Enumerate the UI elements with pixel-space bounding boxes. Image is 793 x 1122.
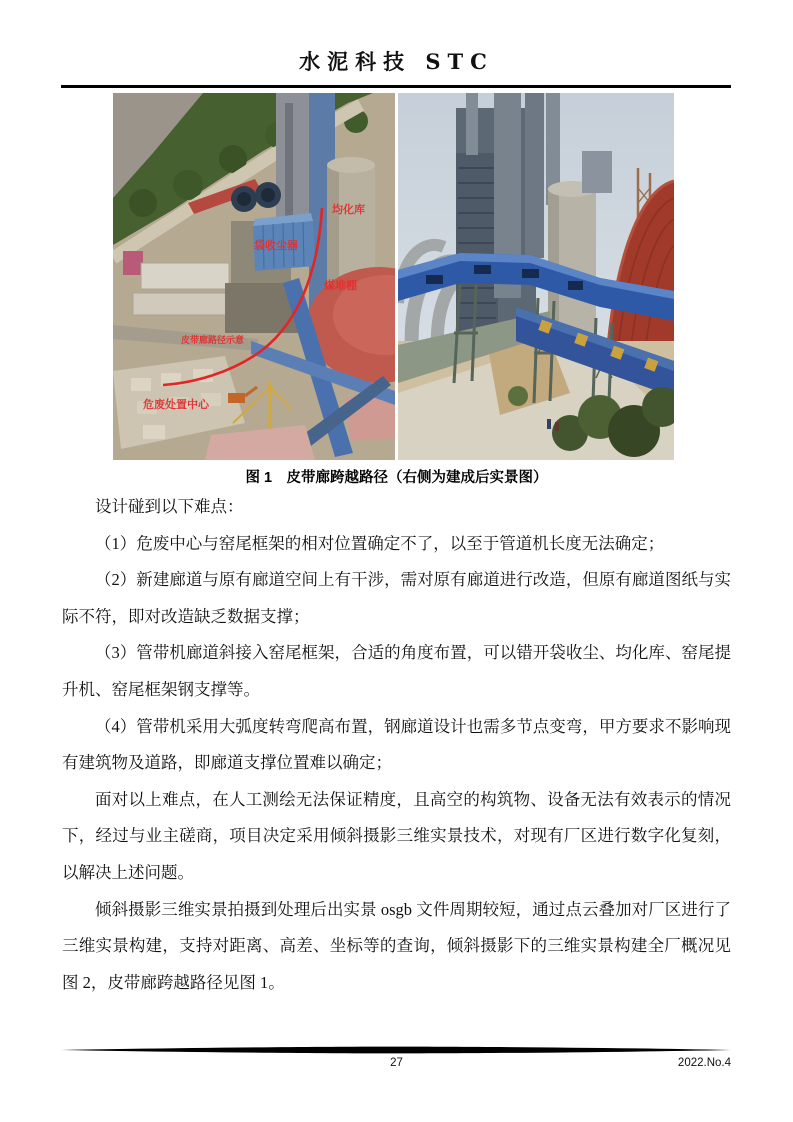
article-body: [62, 489, 731, 1001]
paragraph-item-1: （1）危废中心与窑尾框架的相对位置确定不了，以至于管道机长度无法确定；: [95, 533, 665, 553]
figure-1: [113, 93, 674, 460]
paragraph-item-4: （4）管带机采用大弧度转弯爬高布置，钢廊道设计也需多节点变弯，甲方要求不影响现有建筑物及道路，即廊道支撑位置难以确定；: [62, 716, 731, 773]
figure-caption: 图 1 皮带廊跨越路径（右侧为建成后实景图）: [245, 470, 548, 486]
label-stockpile-shed: 煤堆棚: [324, 280, 357, 292]
journal-title: 水泥科技 STC: [299, 49, 494, 74]
paragraph-intro: 设计碰到以下难点：: [95, 497, 244, 516]
label-homogenizing-silo: 均化库: [332, 204, 365, 216]
paragraph-solution: 面对以上难点，在人工测绘无法保证精度，且高空的构筑物、设备无法有效表示的情况下，经过与业主磋商，项目决定采用倾斜摄影三维实景技术，对现有厂区进行数字化复刻，以解决上述问题。: [62, 789, 731, 882]
paragraph-item-3: （3）管带机廊道斜接入窑尾框架，合适的角度布置，可以错开袋收尘、均化库、窑尾提升机、窑尾框架钢支撑等。: [62, 643, 731, 699]
paragraph-result: 倾斜摄影三维实景拍摄到处理后出实景 osgb 文件周期较短，通过点云叠加对厂区进行了三维实景构建，支持对距离、高差、坐标等的查询，倾斜摄影下的三维实景构建全厂概况见图 2，皮带廊跨越路径见图 1。: [62, 899, 731, 992]
issue-label: 2022.No.4: [677, 1057, 731, 1069]
as-built-site-photo: [398, 93, 674, 460]
header-divider: [61, 85, 731, 88]
label-bag-dust-collector: 袋收尘器: [254, 240, 298, 252]
page-number: 27: [390, 1057, 403, 1069]
label-hazwaste-center: 危废处置中心: [143, 399, 209, 411]
aerial-3d-model-photo: [113, 93, 395, 460]
paragraph-item-2: （2）新建廊道与原有廊道空间上有干涉，需对原有廊道进行改造，但原有廊道图纸与实际不符，即对改造缺乏数据支撑；: [62, 570, 731, 626]
page-footer: [62, 1057, 731, 1073]
footer-divider: [61, 1046, 731, 1054]
label-belt-route: 皮带廊路径示意: [181, 335, 245, 345]
